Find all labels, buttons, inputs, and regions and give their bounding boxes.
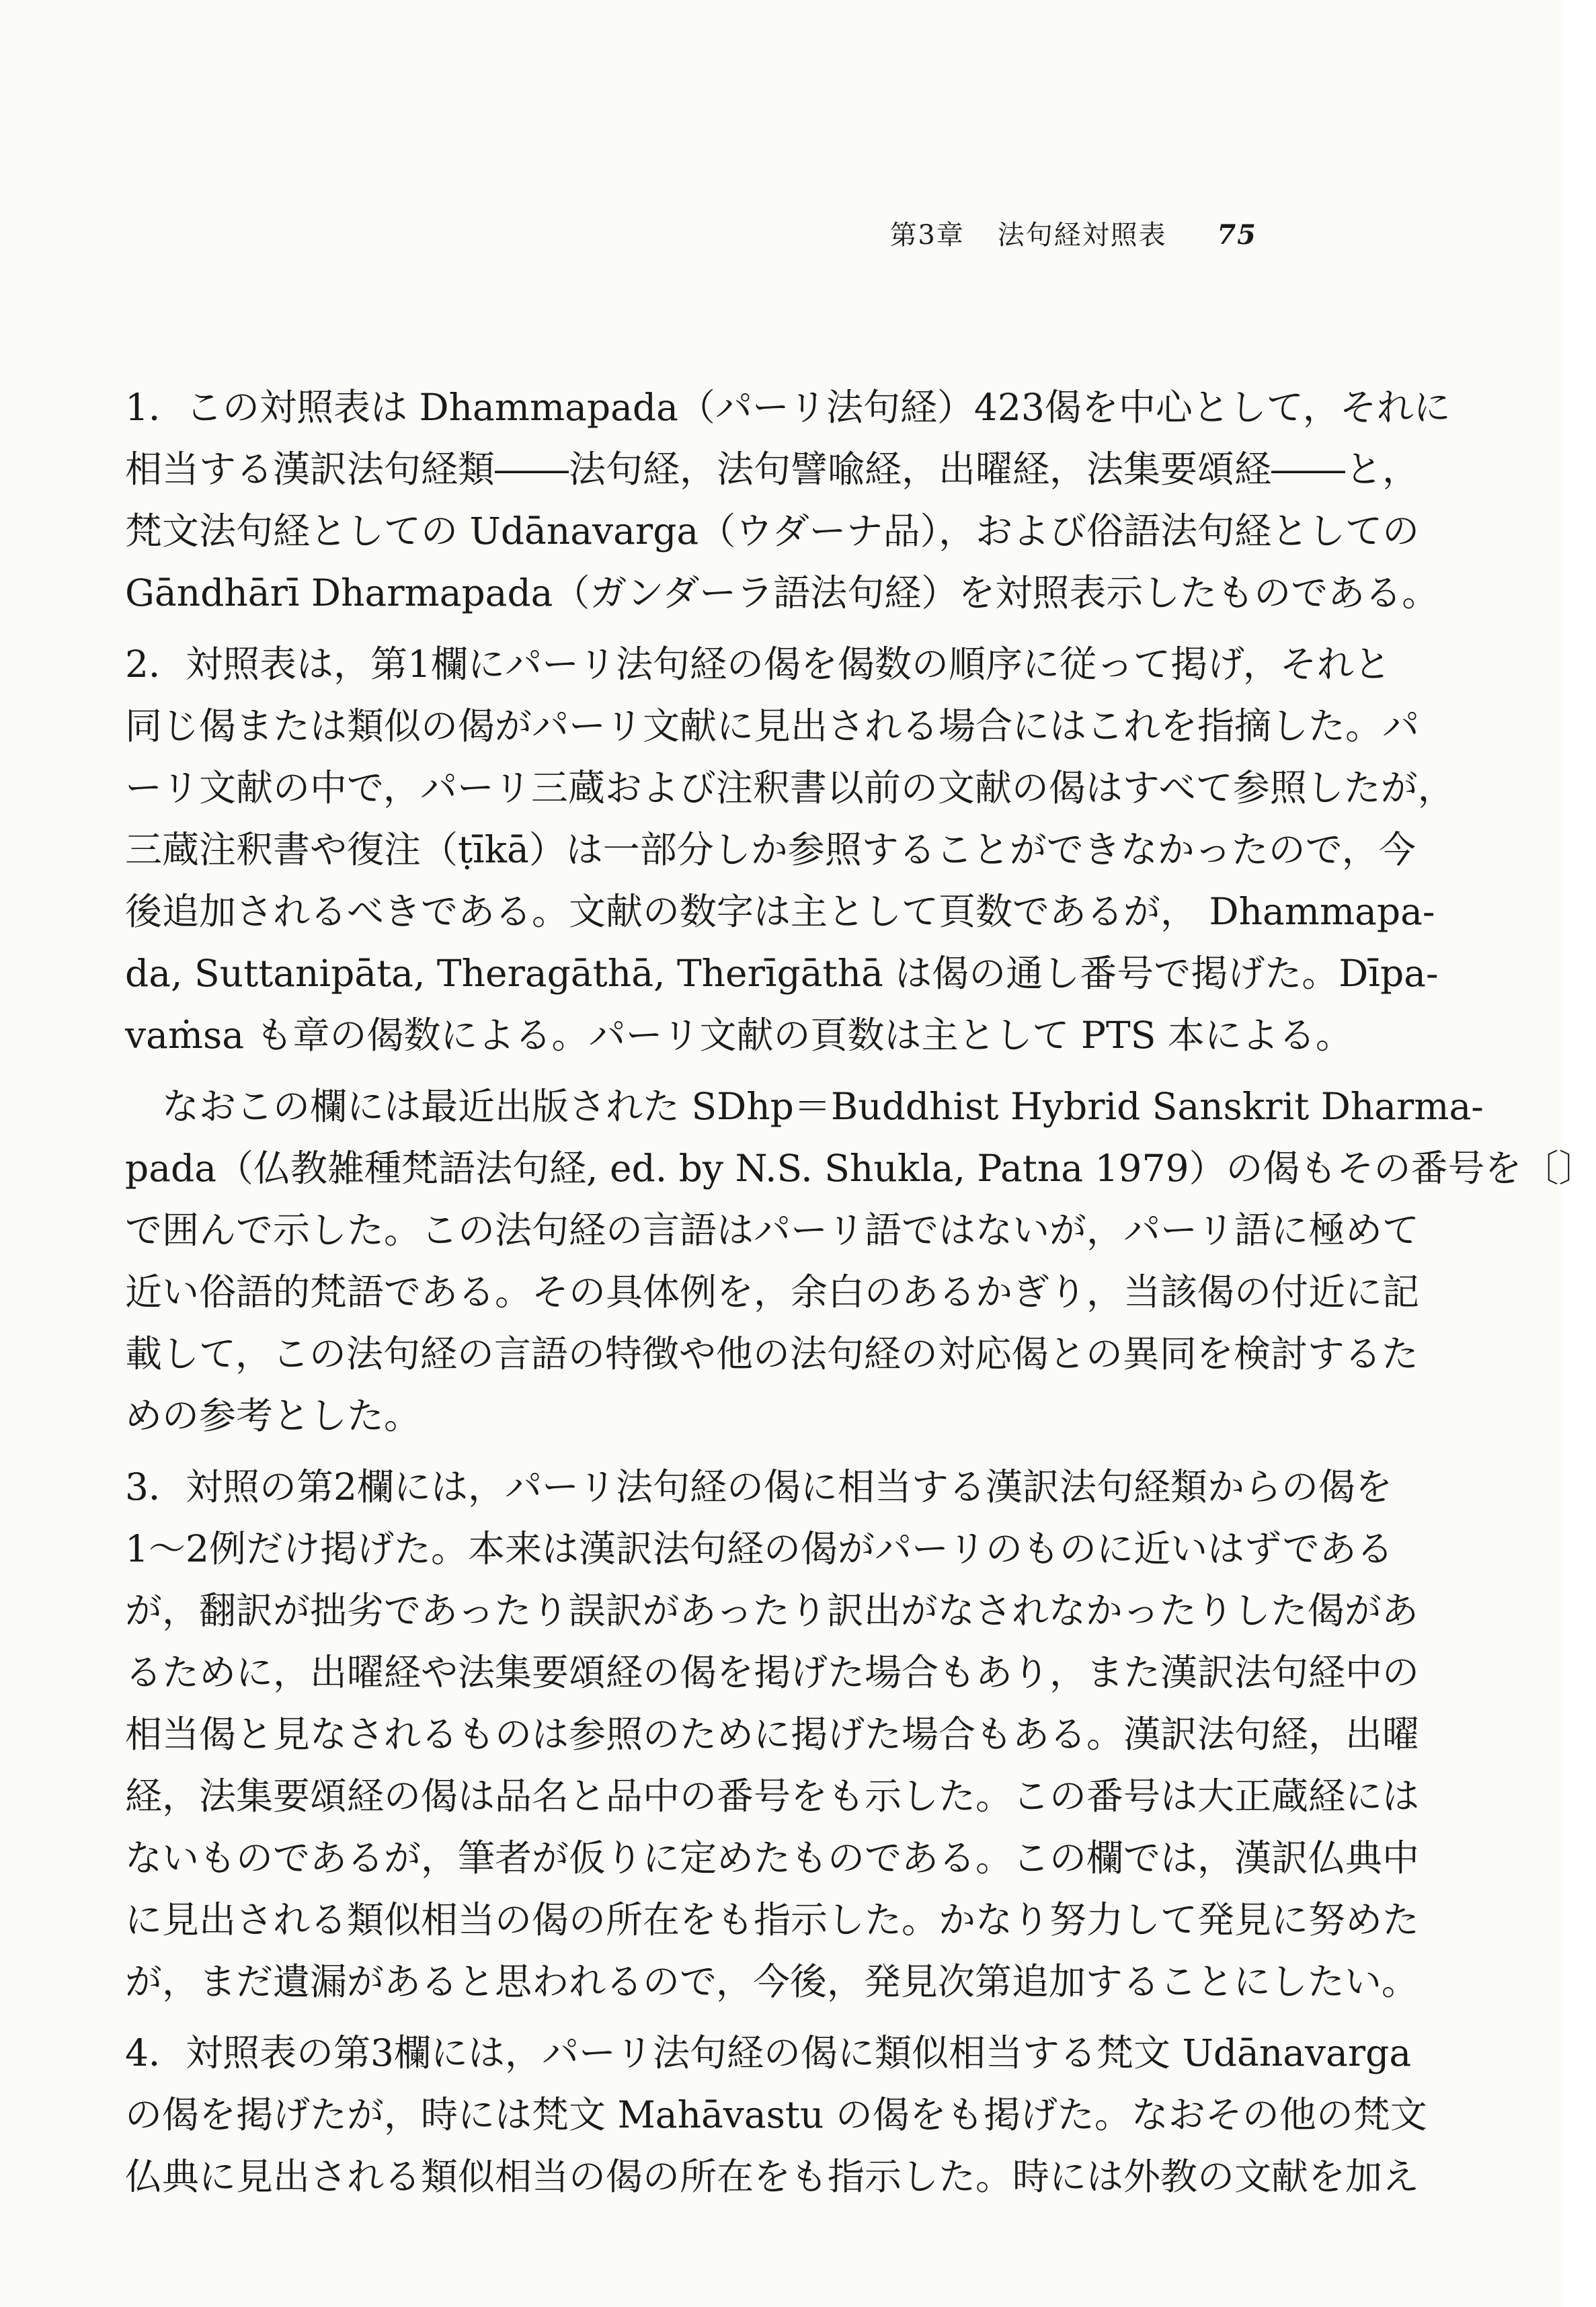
chapter-title: 法句経対照表	[997, 220, 1167, 251]
body-text	[125, 376, 1596, 2208]
text-line: 近い俗語的梵語である。その具体例を，余白のあるかぎり，当該偈の付近に記	[125, 1270, 1420, 1313]
text-line: の偈を掲げたが，時には梵文 Mahāvastu の偈をも掲げた。なおその他の梵文	[125, 2093, 1427, 2136]
text-line: da, Suttanipāta, Theragāthā, Therīgāthā は偈の通し番号で掲げた。Dīpa-	[125, 952, 1439, 995]
text-line: Gāndhārī Dharmapada（ガンダーラ語法句経）を対照表示したものである。	[125, 571, 1439, 614]
text-line: 相当する漢訳法句経類――法句経，法句譬喩経，出曜経，法集要頌経――と，	[125, 448, 1420, 491]
text-line: 経，法集要頌経の偈は品名と品中の番号をも示した。この番号は大正蔵経には	[125, 1775, 1420, 1818]
page-number: 75	[1217, 219, 1257, 251]
text-line: 仏典に見出される類似相当の偈の所在をも指示した。時には外教の文献を加え	[125, 2155, 1420, 2198]
text-line: ーリ文献の中で，パーリ三蔵および注釈書以前の文献の偈はすべて参照したが，	[125, 766, 1455, 809]
text-line: 2．対照表は，第1欄にパーリ法句経の偈を偈数の順序に従って掲げ，それと	[125, 643, 1391, 686]
text-line: 3．対照の第2欄には，パーリ法句経の偈に相当する漢訳法句経類からの偈を	[125, 1465, 1392, 1508]
text-line: に見出される類似相当の偈の所在をも指示した。かなり努力して発見に努めた	[125, 1898, 1420, 1941]
text-line: ないものであるが，筆者が仮りに定めたものである。この欄では，漢訳仏典中	[125, 1836, 1420, 1879]
text-line: が，まだ遺漏があると思われるので，今後，発見次第追加することにしたい。	[125, 1960, 1419, 2003]
text-line: pada（仏教雑種梵語法句経, ed. by N.S. Shukla, Patna 1979）の偈もその番号を〔〕	[125, 1147, 1596, 1190]
text-line: が，翻訳が拙劣であったり誤訳があったり訳出がなされなかったりした偈があ	[125, 1589, 1419, 1632]
text-line: 載して，この法句経の言語の特徴や他の法句経の対応偈との異同を検討するた	[125, 1332, 1419, 1375]
text-line: なおこの欄には最近出版された SDhp＝Buddhist Hybrid Sanskrit Dharma-	[162, 1085, 1484, 1128]
text-line: 後追加されるべきである。文献の数字は主として頁数であるが， Dhammapa-	[125, 890, 1435, 933]
text-line: 梵文法句経としての Udānavarga（ウダーナ品），および俗語法句経としての	[125, 510, 1420, 553]
text-line: 4．対照表の第3欄には，パーリ法句経の偈に類似相当する梵文 Udānavarga	[125, 2031, 1412, 2074]
text-line: 1．この対照表は Dhammapada（パーリ法句経）423偈を中心として，それに	[125, 386, 1451, 429]
text-line: 同じ偈または類似の偈がパーリ文献に見出される場合にはこれを指摘した。パ	[125, 704, 1420, 747]
text-line: るために，出曜経や法集要頌経の偈を掲げた場合もあり，また漢訳法句経中の	[125, 1651, 1420, 1694]
running-head	[889, 214, 1257, 252]
text-line: 1〜2例だけ掲げた。本来は漢訳法句経の偈がパーリのものに近いはずである	[125, 1527, 1394, 1570]
text-line: で囲んで示した。この法句経の言語はパーリ語ではないが，パーリ語に極めて	[125, 1209, 1420, 1252]
text-line: vaṁsa も章の偈数による。パーリ文献の頁数は主として PTS 本による。	[125, 1014, 1353, 1057]
chapter-label: 第3章	[889, 220, 965, 251]
text-line: 三蔵注釈書や復注（ṭīkā）は一部分しか参照することができなかったので，今	[125, 828, 1416, 871]
text-line: 相当偈と見なされるものは参照のために掲げた場合もある。漢訳法句経，出曜	[125, 1713, 1420, 1756]
text-line: めの参考とした。	[125, 1394, 422, 1437]
